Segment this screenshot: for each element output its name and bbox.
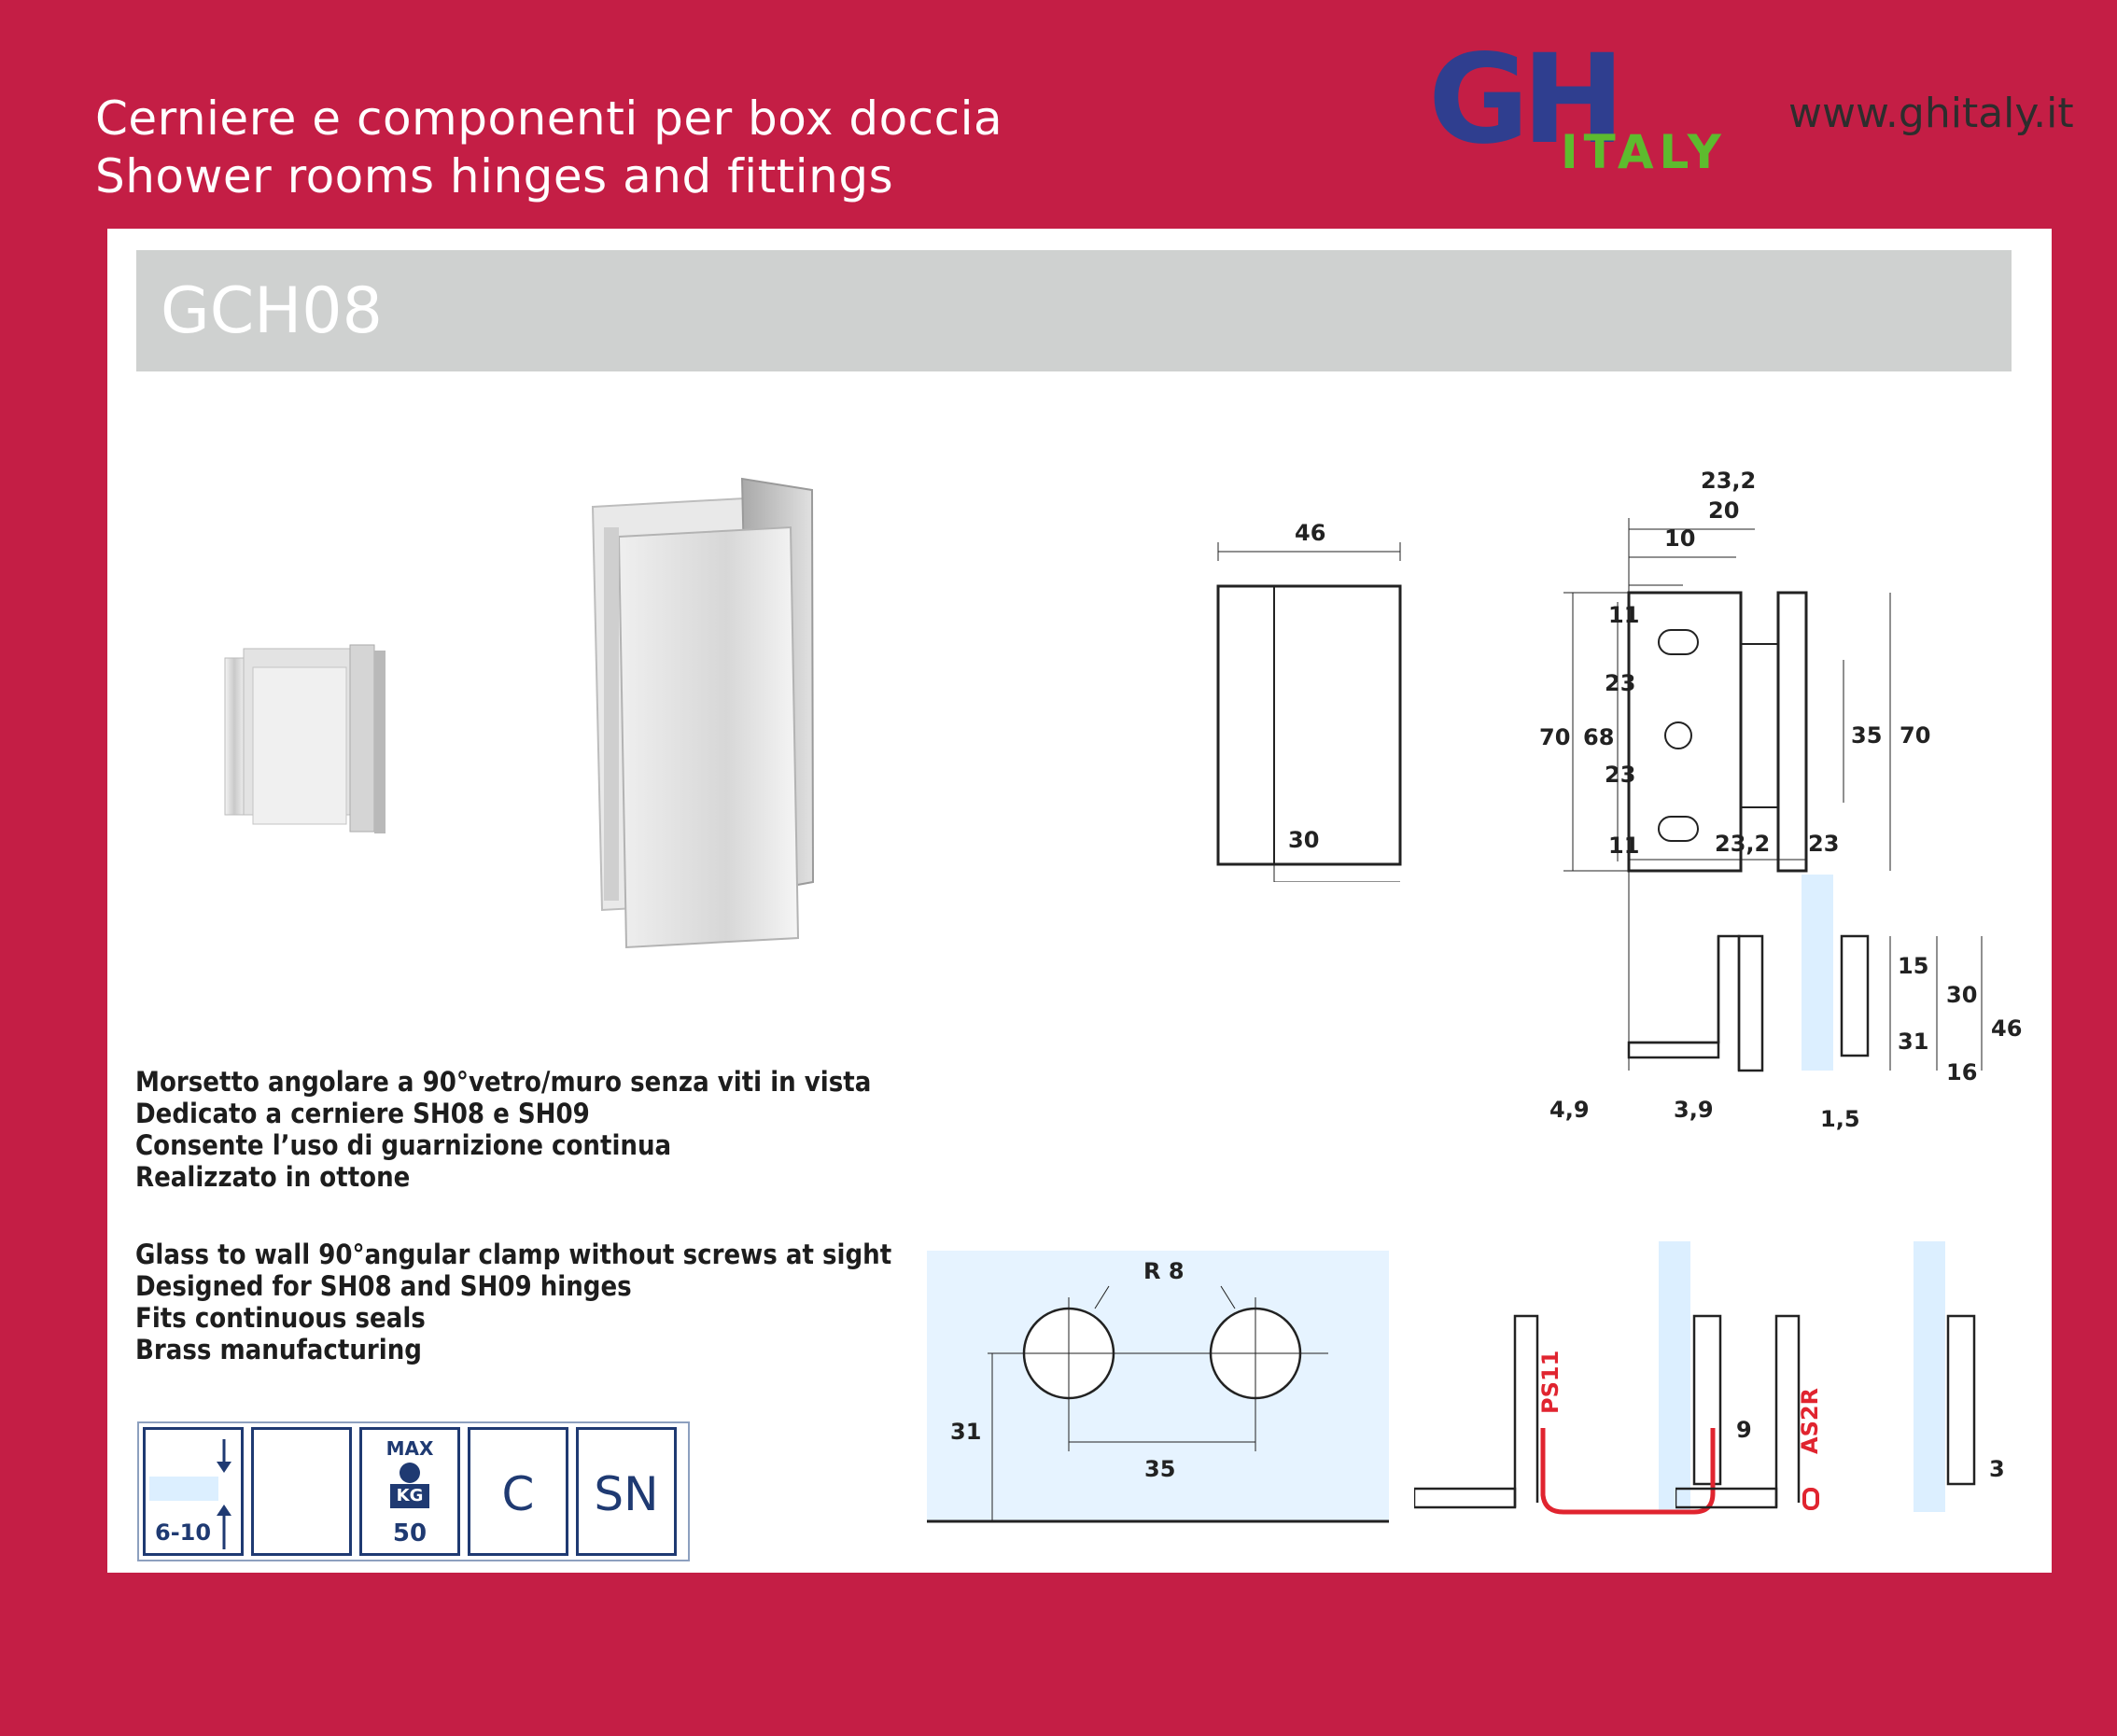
dim-hole-spacing: 35	[1144, 1456, 1176, 1482]
dim-side-11b: 11	[1608, 833, 1640, 859]
max-weight-value: 50	[392, 1519, 428, 1547]
dim-side-20: 20	[1708, 497, 1740, 524]
dim-section-1-5: 1,5	[1820, 1106, 1860, 1132]
dim-section-15: 15	[1898, 953, 1929, 979]
max-label: MAX	[386, 1437, 434, 1460]
dim-section-4-9: 4,9	[1549, 1097, 1590, 1123]
dim-side-23b: 23	[1605, 762, 1636, 788]
dim-side-10: 10	[1664, 525, 1696, 552]
product-panel	[107, 229, 2052, 1573]
desc-it-line: Morsetto angolare a 90°vetro/muro senza viti in vista	[135, 1066, 872, 1098]
dim-side-23-2: 23,2	[1701, 468, 1757, 494]
finish-satin-nickel-icon	[576, 1427, 677, 1556]
dim-section-23-2: 23,2	[1715, 831, 1771, 857]
description-it	[135, 1066, 871, 1193]
dim-side-68: 68	[1583, 724, 1615, 750]
product-photo-large	[574, 471, 891, 966]
seal-as2r-label: AS2R	[1797, 1387, 1823, 1454]
desc-en-line: Brass manufacturing	[135, 1334, 422, 1365]
finish-chrome-icon	[468, 1427, 568, 1556]
desc-en-line: Designed for SH08 and SH09 hinges	[135, 1270, 632, 1302]
dim-front-bottom: 30	[1288, 827, 1320, 853]
dim-side-70-right: 70	[1900, 722, 1931, 749]
max-weight-icon	[359, 1427, 460, 1556]
section-view-drawing	[1442, 826, 2040, 1143]
header-title-it: Cerniere e componenti per box doccia	[95, 91, 1003, 146]
side-view-drawing	[1414, 378, 2021, 901]
dim-section-3-9: 3,9	[1674, 1097, 1714, 1123]
desc-en-line: Glass to wall 90°angular clamp without screws at sight	[135, 1239, 892, 1270]
dim-hole-radius: R 8	[1143, 1258, 1185, 1284]
dim-section-46: 46	[1991, 1015, 2023, 1042]
header-title-en: Shower rooms hinges and fittings	[95, 149, 894, 203]
finish-c-label: C	[501, 1467, 535, 1521]
blank-icon	[251, 1427, 352, 1556]
logo-subtitle: ITALY	[1561, 125, 1727, 177]
finish-sn-label: SN	[594, 1467, 659, 1521]
glass-thickness-icon	[143, 1427, 244, 1556]
dim-section-16: 16	[1946, 1059, 1978, 1085]
website-link[interactable]: www.ghitaly.it	[1788, 90, 2074, 137]
dim-section-23: 23	[1808, 831, 1840, 857]
kg-label: KG	[396, 1486, 424, 1505]
glass-thickness-value: 6-10	[155, 1519, 212, 1546]
hole-spacing-drawing	[927, 1251, 1394, 1549]
dim-hole-height: 31	[950, 1419, 982, 1445]
desc-en-line: Fits continuous seals	[135, 1302, 426, 1334]
dim-front-bottom-label	[1288, 821, 1344, 859]
dim-side-23a: 23	[1605, 670, 1636, 696]
desc-it-line: Dedicato a cerniere SH08 e SH09	[135, 1098, 590, 1129]
seal-as2r-drawing	[1675, 1241, 2012, 1540]
seal-ps11-label: PS11	[1537, 1350, 1563, 1414]
dim-as2r: 3	[1989, 1456, 2005, 1482]
product-title-bar	[136, 250, 2012, 371]
spec-icons	[137, 1421, 690, 1561]
dim-section-30: 30	[1946, 982, 1978, 1008]
dim-ps11: 9	[1736, 1417, 1752, 1443]
desc-it-line: Realizzato in ottone	[135, 1161, 411, 1193]
desc-it-line: Consente l’uso di guarnizione continua	[135, 1129, 672, 1161]
product-photo-small	[219, 639, 415, 854]
description-en	[135, 1239, 891, 1365]
dim-front-width: 46	[1295, 520, 1326, 546]
dim-side-35: 35	[1851, 722, 1883, 749]
gh-italy-logo	[1428, 47, 1764, 177]
dim-side-11a: 11	[1608, 602, 1640, 628]
dim-side-70-left: 70	[1539, 724, 1571, 750]
dim-section-31: 31	[1898, 1029, 1929, 1055]
logo-letters: GH	[1428, 47, 1618, 172]
product-code: GCH08	[161, 274, 383, 348]
